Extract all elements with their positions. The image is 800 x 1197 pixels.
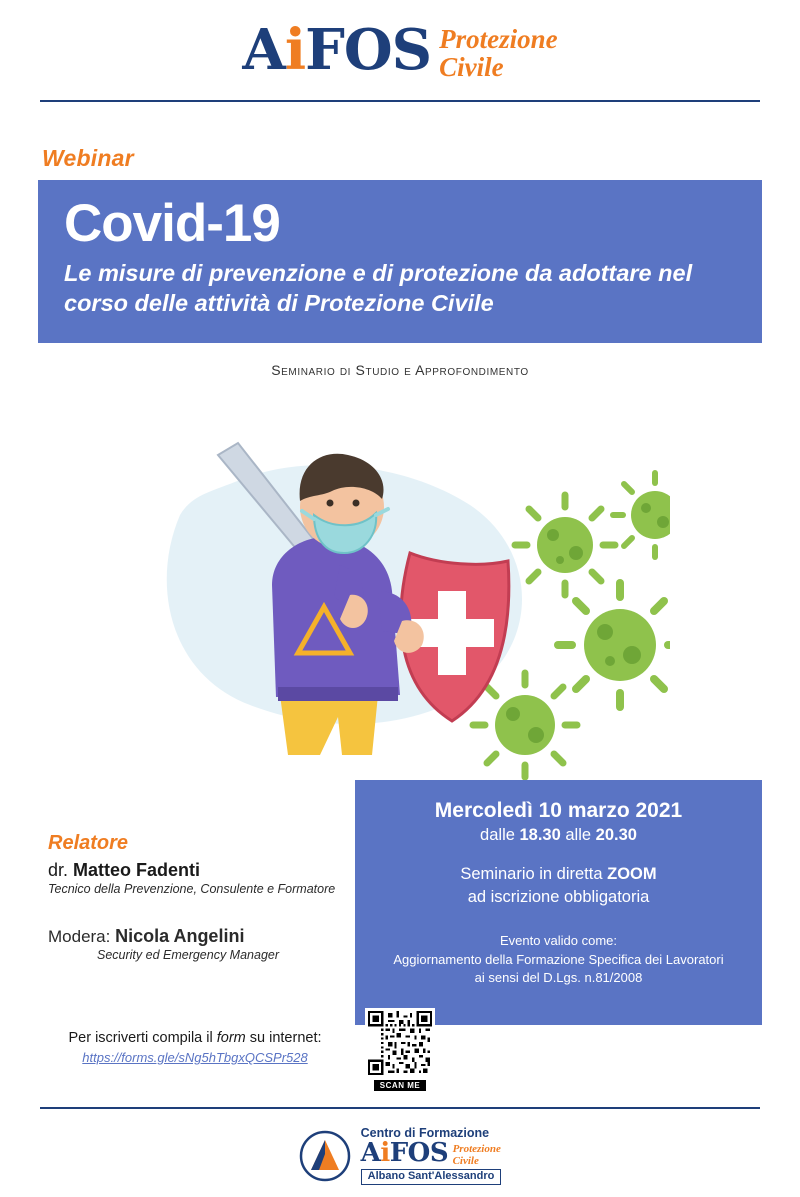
speaker-title-prefix: dr.	[48, 860, 74, 880]
footer-city-badge: Albano Sant'Alessandro	[361, 1169, 502, 1185]
event-info-box	[355, 780, 762, 1025]
moderator-line	[48, 926, 348, 947]
event-validity	[373, 932, 744, 989]
event-date: Mercoledì 10 marzo 2021	[434, 799, 683, 822]
event-time	[373, 826, 744, 845]
footer-letter-a: A	[360, 1138, 381, 1169]
page-subtitle: Le misure di prevenzione e di protezione da adottare nel corso delle attività di Protezione Civile	[64, 259, 693, 317]
footer-text-block	[361, 1127, 502, 1185]
event-platform-line1	[373, 863, 744, 885]
speaker-name	[48, 860, 348, 881]
covid-defender-illustration	[110, 395, 670, 785]
registration-form-word: form	[216, 1030, 246, 1046]
speaker-role: Tecnico della Prevenzione, Consulente e Formatore	[48, 882, 336, 896]
title-band	[38, 180, 762, 343]
header-divider	[40, 100, 760, 102]
qr-code-block[interactable]	[365, 1008, 435, 1092]
footer-subtitle-line2: Civile	[452, 1154, 479, 1167]
registration-block	[40, 1030, 350, 1065]
moderator-role: Security ed Emergency Manager	[96, 948, 280, 962]
aifos-subtitle-line2: Civile	[439, 52, 504, 82]
event-time-middle: alle	[560, 826, 596, 845]
event-registration-note: ad iscrizione obbligatoria	[467, 887, 650, 906]
footer-letters-fos: FOS	[389, 1138, 449, 1169]
aifos-letters-fos: FOS	[305, 17, 432, 83]
footer-subtitle	[453, 1140, 501, 1167]
seminar-type-line: Seminario di Studio e Approfondimento	[271, 362, 529, 378]
event-time-prefix: dalle	[480, 826, 520, 845]
page-footer	[0, 1127, 800, 1185]
registration-text-before: Per iscriverti compila il	[68, 1030, 217, 1046]
aifos-logo	[242, 19, 557, 82]
footer-letter-i: i	[380, 1138, 390, 1169]
event-platform-prefix: Seminario in diretta	[460, 865, 608, 884]
event-platform-name: ZOOM	[607, 865, 657, 884]
page-header	[0, 0, 800, 100]
page-title: Covid-19	[64, 194, 280, 253]
qr-code-icon[interactable]	[368, 1011, 432, 1075]
registration-link[interactable]: https://forms.gle/sNg5hTbgxQCSPr528	[82, 1050, 308, 1065]
speakers-block	[48, 832, 348, 962]
aifos-subtitle-line1: Protezione	[439, 23, 558, 54]
webinar-label: Webinar	[42, 145, 134, 171]
aifos-letter-a: A	[242, 17, 285, 83]
footer-subtitle-line1: Protezione	[452, 1143, 501, 1156]
footer-aifos-wordmark	[361, 1140, 448, 1167]
moderator-prefix: Modera:	[48, 927, 116, 946]
aifos-wordmark	[242, 17, 432, 83]
footer-centro-label: Centro di Formazione	[360, 1126, 490, 1141]
moderator-name: Nicola Angelini	[115, 926, 245, 946]
aifos-emblem-icon	[299, 1130, 351, 1182]
relatore-label: Relatore	[48, 832, 129, 854]
aifos-subtitle	[439, 19, 558, 82]
event-validity-line2: Aggiornamento della Formazione Specifica dei Lavoratori	[393, 951, 724, 967]
qr-scan-label: SCAN ME	[374, 1080, 426, 1091]
event-platform	[373, 863, 744, 908]
footer-divider	[40, 1107, 760, 1109]
event-validity-line3: ai sensi del D.Lgs. n.81/2008	[474, 970, 643, 986]
aifos-letter-i: i	[284, 17, 306, 83]
speaker-fullname: Matteo Fadenti	[73, 860, 201, 880]
event-time-start: 18.30	[519, 826, 561, 845]
event-time-end: 20.30	[595, 826, 637, 845]
event-validity-line1: Evento valido come:	[499, 932, 618, 948]
registration-text-after: su internet:	[245, 1030, 322, 1046]
